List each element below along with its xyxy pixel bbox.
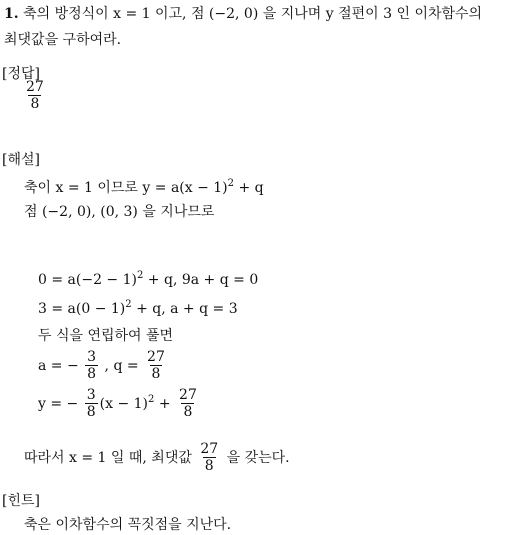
y-label: y = − xyxy=(38,396,79,413)
equation-3: 두 식을 연립하여 풀면 xyxy=(38,328,174,344)
solution-conclusion xyxy=(24,442,290,474)
conclusion-pre: 따라서 x = 1 일 때, 최댓값 xyxy=(24,450,192,467)
a-fraction xyxy=(85,350,98,382)
solution-step-2: 점 (−2, 0), (0, 3) 을 지나므로 xyxy=(24,204,215,220)
problem-text-line-2: 최댓값을 구하여라. xyxy=(4,32,122,48)
step1-exponent: 2 xyxy=(227,178,235,189)
q-label: , q = xyxy=(104,358,139,375)
eq2-text: 3 = a(0 − 1) xyxy=(38,301,126,317)
equation-y xyxy=(38,388,201,420)
conclusion-denominator: 8 xyxy=(204,458,214,475)
answer-value xyxy=(22,80,48,112)
conclusion-fraction xyxy=(198,442,220,474)
eq1-tail: + q, 9a + q = 0 xyxy=(143,272,259,288)
eq1-exponent: 2 xyxy=(136,270,144,281)
y-exponent: 2 xyxy=(148,394,155,406)
answer-numerator: 27 xyxy=(26,79,44,95)
a-numerator: 3 xyxy=(87,349,97,365)
y-denominator-2: 8 xyxy=(183,404,193,421)
solution-step-1 xyxy=(24,178,264,197)
y-numerator-2: 27 xyxy=(179,387,197,403)
y-fraction-1 xyxy=(85,388,98,420)
equation-2 xyxy=(38,299,238,318)
step1-text: 축이 x = 1 이므로 y = a(x − 1) xyxy=(24,180,228,196)
q-numerator: 27 xyxy=(147,349,165,365)
solution-heading: [해설] xyxy=(2,152,40,168)
y-denominator-1: 8 xyxy=(86,404,96,421)
hint-text: 축은 이차함수의 꼭짓점을 지난다. xyxy=(24,517,232,533)
equation-a-q xyxy=(38,350,169,382)
hint-heading: [힌트] xyxy=(2,493,40,509)
answer-denominator: 8 xyxy=(30,96,40,113)
y-mid: (x − 1) xyxy=(99,396,149,413)
q-denominator: 8 xyxy=(151,366,161,383)
a-denominator: 8 xyxy=(87,366,97,383)
problem-line-1 xyxy=(4,6,482,23)
y-fraction-2 xyxy=(177,388,199,420)
eq1-text: 0 = a(−2 − 1) xyxy=(38,272,137,288)
a-label: a = − xyxy=(38,358,79,375)
conclusion-post: 을 갖는다. xyxy=(226,450,290,467)
q-fraction xyxy=(145,350,167,382)
problem-text-line-1: 축의 방정식이 x = 1 이고, 점 (−2, 0) 을 지나며 y 절편이 3 인 이차함수의 xyxy=(23,6,483,22)
y-numerator-1: 3 xyxy=(86,387,96,403)
y-plus: + xyxy=(154,396,171,413)
answer-heading: [정답] xyxy=(2,66,40,82)
eq2-tail: + q, a + q = 3 xyxy=(131,301,238,317)
problem-number: 1. xyxy=(4,6,19,22)
step1-tail: + q xyxy=(234,180,264,196)
eq2-exponent: 2 xyxy=(125,299,132,310)
answer-fraction xyxy=(24,80,46,112)
conclusion-numerator: 27 xyxy=(200,441,219,457)
equation-1 xyxy=(38,270,258,289)
